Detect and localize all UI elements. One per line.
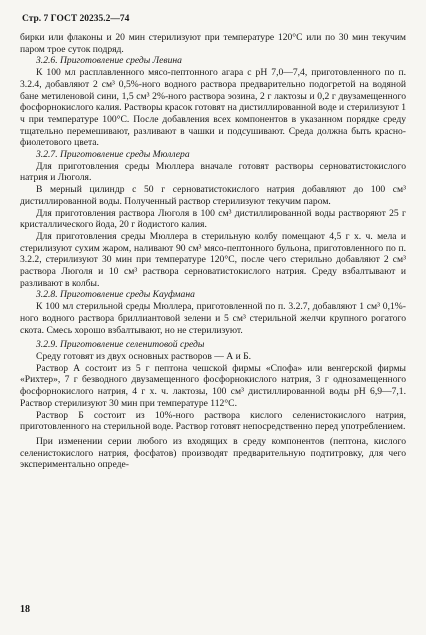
section-heading: 3.2.8. Приготовление среды Кауфмана	[36, 289, 195, 301]
paragraph: К 100 мл стерильной среды Мюллера, приготовленной по п. 3.2.7, добавляют 1 см³ 0,1%-ного водного раствора бриллиантовой зелени и 5 см³ стерильной желчи крупного рогатого скота. Смесь хорошо взбалтывают, но не стерилизуют.	[20, 301, 406, 336]
paragraph: Для приготовления среды Мюллера в стерильную колбу помещают 4,5 г х. ч. мела и стерилизуют сухим жаром, наливают 90 см³ мясо-пептонного бульона, приготовленного по п. 3.2.2, стерилизуют 30 мин при температуре 120°С, после чего стерильно добавляют 2 см³ раствора Люголя и 10 см³ раствора серноватистокислого натрия. Среду взбалтывают и разливают в колбы.	[20, 230, 406, 289]
section-heading: 3.2.6. Приготовление среды Левина	[36, 55, 182, 67]
page-header: Стр. 7 ГОСТ 20235.2—74	[22, 14, 130, 24]
paragraph: Раствор Б состоит из 10%-ного раствора кислого селенистокислого натрия, приготовленного на стерильной воде. Раствор готовят непосредственно перед употреблением.	[20, 409, 406, 433]
page-number: 18	[20, 604, 30, 615]
paragraph: В мерный цилиндр с 50 г серноватистокислого натрия добавляют до 100 см³ дистиллированной воды. Полученный раствор стерилизуют текучим паром.	[20, 184, 406, 207]
paragraph: Раствор А состоит из 5 г пептона чешской фирмы «Спофа» или венгерской фирмы «Рихтер», 7 г безводного двузамещенного фосфорнокислого натрия, 3 г однозамещенного фосфорнокислого натрия, 4 г х. ч. лактозы, 100 см³ дистиллированной воды pH 6,9—7,1. Раствор стерилизуют 30 мин при температуре 112°С.	[20, 362, 406, 409]
section-heading: 3.2.7. Приготовление среды Мюллера	[36, 149, 190, 161]
paragraph: При изменении серии любого из входящих в среду компонентов (пептона, кислого селенистокислого натрия, фосфатов) производят предварительную подтитровку, для чего экспериментально опреде-	[20, 435, 406, 471]
paragraph: бирки или флаконы и 20 мин стерилизуют при температуре 120°С или по 30 мин текучим паром трое суток подряд.	[20, 32, 406, 55]
paragraph: Для приготовления среды Мюллера вначале готовят растворы серноватистокислого натрия и Люголя.	[20, 160, 406, 184]
document-body	[20, 32, 406, 471]
paragraph: Среду готовят из двух основных растворов — А и Б.	[36, 350, 252, 362]
section-heading: 3.2.9. Приготовление селенитовой среды	[36, 339, 205, 351]
paragraph: К 100 мл расплавленного мясо-пептонного агара с pH 7,0—7,4, приготовленного по п. 3.2.4, добавляют 2 см³ 0,5%-ного водного раствора предварительно подогретой на водяной бане метиленовой сини, 1,5 см³ 2%-ного раствора эозина, 2 г лактозы и 0,2 г двузамещенного фосфорнокислого калия. Растворы красок готовят на дистиллированной воде и стерилизуют 1 ч при температуре 100°С. После добавления всех компонентов в указанном порядке среду тщательно перемешивают, разливают в чашки и подсушивают. Среда должна быть красно-фиолетового цвета.	[20, 67, 406, 149]
paragraph: Для приготовления раствора Люголя в 100 см³ дистиллированной воды растворяют 25 г кристаллического йода, 20 г йодистого калия.	[20, 207, 406, 231]
